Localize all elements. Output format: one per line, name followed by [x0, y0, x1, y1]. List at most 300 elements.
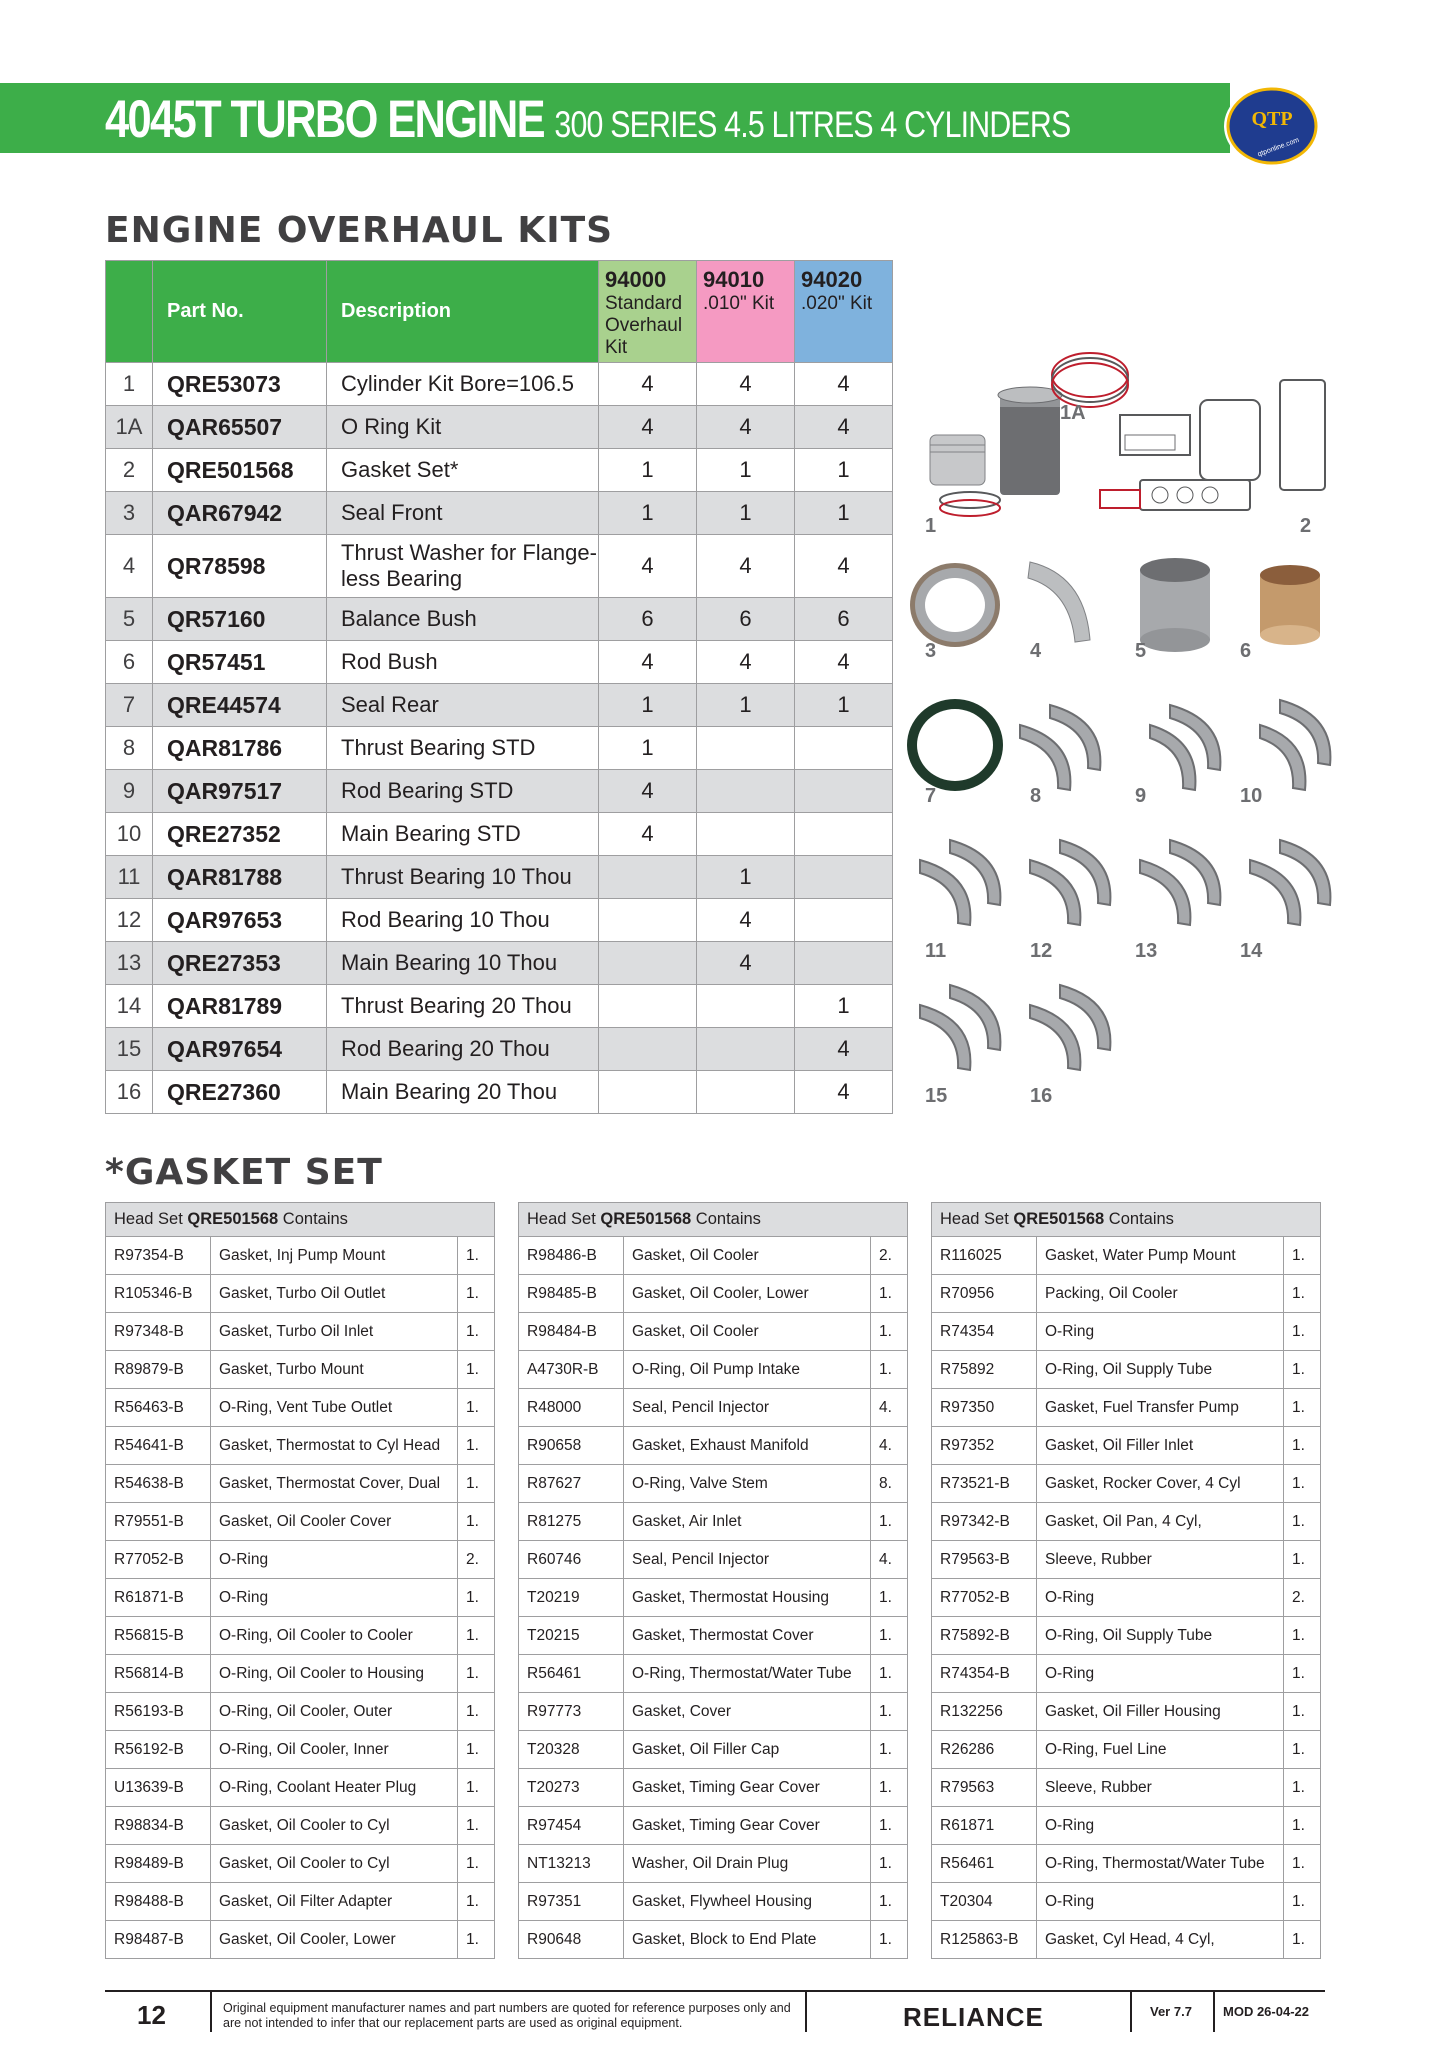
qty-94000 [599, 1028, 697, 1071]
part-label: 4 [1030, 640, 1042, 662]
gasket-table-header [519, 1203, 908, 1237]
table-row [106, 899, 893, 942]
gasket-description: Gasket, Flywheel Housing [624, 1883, 871, 1921]
table-row [106, 363, 893, 406]
part-label: 2 [1300, 515, 1312, 537]
part-label: 1 [925, 515, 937, 537]
gasket-qty: 8. [871, 1465, 908, 1503]
gasket-part-no: T20219 [519, 1579, 624, 1617]
gasket-part-no: R26286 [932, 1731, 1037, 1769]
gasket-qty: 1. [458, 1579, 495, 1617]
qty-94000 [599, 1071, 697, 1114]
gasket-description: Gasket, Timing Gear Cover [624, 1769, 871, 1807]
qty-94020: 4 [795, 641, 893, 684]
gasket-table-title [519, 1203, 908, 1237]
qty-94020: 4 [795, 1028, 893, 1071]
table-row [106, 985, 893, 1028]
row-number: 16 [106, 1071, 153, 1114]
gasket-part-no: R79563-B [932, 1541, 1037, 1579]
gasket-part-no: R97351 [519, 1883, 624, 1921]
part-number: QR57160 [153, 598, 327, 641]
table-row [519, 1617, 908, 1655]
qty-94000: 4 [599, 363, 697, 406]
gasket-description: Gasket, Oil Cooler, Lower [624, 1275, 871, 1313]
gasket-description: O-Ring [1037, 1313, 1284, 1351]
gasket-qty: 1. [1284, 1313, 1321, 1351]
gasket-part-no: R61871 [932, 1807, 1037, 1845]
row-number: 7 [106, 684, 153, 727]
gasket-qty: 1. [458, 1351, 495, 1389]
table-row [106, 1693, 495, 1731]
gasket-description: Gasket, Inj Pump Mount [211, 1237, 458, 1275]
gasket-description: Gasket, Oil Cooler Cover [211, 1503, 458, 1541]
qty-94000 [599, 856, 697, 899]
qty-94010 [697, 1028, 795, 1071]
table-row [932, 1655, 1321, 1693]
head-set-suffix: Contains [691, 1210, 761, 1228]
part-description: Rod Bearing STD [327, 770, 599, 813]
part-number: QAR97517 [153, 770, 327, 813]
gasket-description: O-Ring, Fuel Line [1037, 1731, 1284, 1769]
gasket-qty: 1. [458, 1503, 495, 1541]
part-label: 10 [1240, 785, 1263, 807]
gasket-qty: 1. [1284, 1769, 1321, 1807]
gasket-description: Gasket, Oil Cooler [624, 1237, 871, 1275]
gasket-part-no: R125863-B [932, 1921, 1037, 1959]
gasket-part-no: R70956 [932, 1275, 1037, 1313]
gasket-description: Gasket, Water Pump Mount [1037, 1237, 1284, 1275]
gasket-qty: 1. [458, 1237, 495, 1275]
gasket-description: O-Ring, Oil Cooler to Cooler [211, 1617, 458, 1655]
footer-version: Ver 7.7 [1150, 2004, 1192, 2019]
table-header-row [106, 261, 893, 363]
gasket-part-no: R77052-B [106, 1541, 211, 1579]
qty-94020: 4 [795, 535, 893, 598]
table-row [106, 1503, 495, 1541]
col-kit-94000 [599, 261, 697, 363]
row-number: 14 [106, 985, 153, 1028]
gasket-description: O-Ring, Oil Cooler to Housing [211, 1655, 458, 1693]
table-row [932, 1313, 1321, 1351]
engine-subtitle: 300 SERIES 4.5 LITRES 4 CYLINDERS [554, 104, 1071, 145]
gasket-qty: 1. [871, 1655, 908, 1693]
footer-mod-date: MOD 26-04-22 [1223, 2004, 1309, 2019]
qty-94010 [697, 727, 795, 770]
gasket-qty: 1. [1284, 1731, 1321, 1769]
qty-94020: 4 [795, 363, 893, 406]
kit-description: .020" Kit [801, 293, 873, 314]
gasket-part-no: R56193-B [106, 1693, 211, 1731]
qty-94020 [795, 856, 893, 899]
part-label: 15 [925, 1085, 948, 1107]
table-row [519, 1313, 908, 1351]
gasket-part-no: NT13213 [519, 1845, 624, 1883]
qty-94010: 1 [697, 449, 795, 492]
gasket-qty: 1. [458, 1313, 495, 1351]
gasket-description: Gasket, Thermostat Cover [624, 1617, 871, 1655]
row-number: 1 [106, 363, 153, 406]
table-row [106, 856, 893, 899]
gasket-description: O-Ring [211, 1541, 458, 1579]
table-row [106, 1427, 495, 1465]
table-row [106, 813, 893, 856]
qty-94010: 4 [697, 363, 795, 406]
table-row [519, 1807, 908, 1845]
table-row [106, 641, 893, 684]
qty-94000: 4 [599, 770, 697, 813]
gasket-part-no: R56461 [932, 1845, 1037, 1883]
gasket-description: Seal, Pencil Injector [624, 1389, 871, 1427]
row-number: 9 [106, 770, 153, 813]
table-row [932, 1237, 1321, 1275]
table-row [106, 1389, 495, 1427]
gasket-description: Gasket, Oil Pan, 4 Cyl, [1037, 1503, 1284, 1541]
gasket-qty: 1. [871, 1693, 908, 1731]
table-row [106, 1071, 893, 1114]
qty-94010: 4 [697, 899, 795, 942]
gasket-part-no: R79551-B [106, 1503, 211, 1541]
table-row [106, 1921, 495, 1959]
gasket-description: O-Ring, Oil Pump Intake [624, 1351, 871, 1389]
gasket-qty: 1. [871, 1351, 908, 1389]
table-row [519, 1389, 908, 1427]
gasket-qty: 4. [871, 1541, 908, 1579]
part-label: 11 [925, 940, 947, 962]
gasket-qty: 1. [458, 1769, 495, 1807]
gasket-qty: 2. [871, 1237, 908, 1275]
gasket-qty: 1. [458, 1655, 495, 1693]
qty-94000 [599, 985, 697, 1028]
table-row [106, 406, 893, 449]
gasket-part-no: T20273 [519, 1769, 624, 1807]
gasket-description: Seal, Pencil Injector [624, 1541, 871, 1579]
gasket-description: Gasket, Oil Filter Adapter [211, 1883, 458, 1921]
gasket-qty: 1. [871, 1769, 908, 1807]
table-row [932, 1427, 1321, 1465]
gasket-description: O-Ring, Oil Cooler, Inner [211, 1731, 458, 1769]
row-number: 6 [106, 641, 153, 684]
cylinder-kit-image [930, 387, 1062, 516]
qty-94000: 6 [599, 598, 697, 641]
row-number: 8 [106, 727, 153, 770]
gasket-part-no: R98486-B [519, 1237, 624, 1275]
part-description: Thrust Bearing 20 Thou [327, 985, 599, 1028]
gasket-description: Gasket, Timing Gear Cover [624, 1807, 871, 1845]
row-number: 10 [106, 813, 153, 856]
gasket-qty: 1. [1284, 1503, 1321, 1541]
part-description: Cylinder Kit Bore=106.5 [327, 363, 599, 406]
gasket-qty: 1. [1284, 1921, 1321, 1959]
part-description: Rod Bush [327, 641, 599, 684]
page-footer [105, 1990, 1325, 2040]
table-row [106, 1541, 495, 1579]
col-kit-94020 [795, 261, 893, 363]
table-row [519, 1465, 908, 1503]
head-set-suffix: Contains [278, 1210, 348, 1228]
gasket-part-no: R75892 [932, 1351, 1037, 1389]
part-number: QAR81788 [153, 856, 327, 899]
part-label: 13 [1135, 940, 1158, 962]
gasket-part-no: R105346-B [106, 1275, 211, 1313]
gasket-description: Gasket, Oil Cooler, Lower [211, 1921, 458, 1959]
gasket-set-image [1100, 380, 1325, 510]
table-row [106, 1769, 495, 1807]
qty-94010: 1 [697, 492, 795, 535]
gasket-qty: 1. [1284, 1465, 1321, 1503]
qty-94020 [795, 813, 893, 856]
gasket-description: Gasket, Turbo Mount [211, 1351, 458, 1389]
gasket-part-no: R98489-B [106, 1845, 211, 1883]
part-description: Seal Rear [327, 684, 599, 727]
part-label: 9 [1135, 785, 1147, 807]
gasket-description: O-Ring [1037, 1883, 1284, 1921]
table-row [519, 1541, 908, 1579]
row-number: 4 [106, 535, 153, 598]
part-number: QRE53073 [153, 363, 327, 406]
gasket-part-no: R90648 [519, 1921, 624, 1959]
gasket-description: O-Ring [211, 1579, 458, 1617]
table-row [932, 1845, 1321, 1883]
overhaul-kits-table [105, 260, 893, 1114]
qty-94020: 1 [795, 449, 893, 492]
part-description: Main Bearing STD [327, 813, 599, 856]
gasket-qty: 1. [1284, 1351, 1321, 1389]
table-row [106, 535, 893, 598]
gasket-part-no: R56192-B [106, 1731, 211, 1769]
footer-divider [210, 1992, 212, 2032]
gasket-part-no: R97352 [932, 1427, 1037, 1465]
head-set-prefix: Head Set [940, 1210, 1014, 1228]
part-description: Thrust Bearing STD [327, 727, 599, 770]
part-label: 6 [1240, 640, 1252, 662]
part-number: QR78598 [153, 535, 327, 598]
gasket-part-no: R56463-B [106, 1389, 211, 1427]
gasket-description: O-Ring, Oil Supply Tube [1037, 1617, 1284, 1655]
qty-94000: 4 [599, 813, 697, 856]
part-number: QR57451 [153, 641, 327, 684]
qty-94020: 6 [795, 598, 893, 641]
table-row [106, 1579, 495, 1617]
gasket-part-no: R61871-B [106, 1579, 211, 1617]
gasket-description: Sleeve, Rubber [1037, 1541, 1284, 1579]
table-row [106, 1351, 495, 1389]
seal-front-image [910, 563, 1000, 647]
rod-bush-image [1260, 565, 1320, 645]
table-row [106, 598, 893, 641]
table-row [519, 1579, 908, 1617]
logo-text: QTP [1251, 108, 1293, 130]
part-number: QRE501568 [153, 449, 327, 492]
part-number: QAR81789 [153, 985, 327, 1028]
row-number: 3 [106, 492, 153, 535]
gasket-table-2 [518, 1202, 908, 1959]
gasket-qty: 1. [1284, 1389, 1321, 1427]
gasket-part-no: R98484-B [519, 1313, 624, 1351]
table-row [519, 1693, 908, 1731]
row-number: 11 [106, 856, 153, 899]
table-row [106, 1883, 495, 1921]
kit-description: .010" Kit [703, 293, 775, 314]
gasket-table-header [106, 1203, 495, 1237]
page-title [105, 89, 1070, 150]
part-number: QAR81786 [153, 727, 327, 770]
gasket-part-no: R81275 [519, 1503, 624, 1541]
col-number [106, 261, 153, 363]
table-row [932, 1503, 1321, 1541]
row-number: 15 [106, 1028, 153, 1071]
header-banner [0, 83, 1230, 153]
qty-94010 [697, 985, 795, 1028]
gasket-description: Gasket, Oil Filler Inlet [1037, 1427, 1284, 1465]
part-label: 14 [1240, 940, 1263, 962]
gasket-description: Gasket, Block to End Plate [624, 1921, 871, 1959]
part-label: 12 [1030, 940, 1053, 962]
kit-number: 94020 [801, 267, 863, 292]
gasket-part-no: R116025 [932, 1237, 1037, 1275]
gasket-qty: 1. [1284, 1541, 1321, 1579]
head-set-part: QRE501568 [1013, 1210, 1105, 1228]
gasket-description: O-Ring [1037, 1655, 1284, 1693]
gasket-part-no: R97348-B [106, 1313, 211, 1351]
gasket-description: Gasket, Oil Cooler to Cyl [211, 1807, 458, 1845]
part-description: Rod Bearing 20 Thou [327, 1028, 599, 1071]
qty-94000: 4 [599, 535, 697, 598]
qty-94020: 4 [795, 406, 893, 449]
qty-94010 [697, 813, 795, 856]
table-row [106, 770, 893, 813]
qty-94000 [599, 899, 697, 942]
table-row [932, 1883, 1321, 1921]
gasket-table-title [106, 1203, 495, 1237]
table-row [932, 1693, 1321, 1731]
gasket-qty: 1. [1284, 1883, 1321, 1921]
part-number: QRE44574 [153, 684, 327, 727]
gasket-description: Gasket, Cyl Head, 4 Cyl, [1037, 1921, 1284, 1959]
gasket-part-no: R97354-B [106, 1237, 211, 1275]
gasket-part-no: R54641-B [106, 1427, 211, 1465]
qty-94020: 4 [795, 1071, 893, 1114]
table-row [519, 1921, 908, 1959]
gasket-qty: 4. [871, 1427, 908, 1465]
gasket-description: Gasket, Oil Filler Housing [1037, 1693, 1284, 1731]
gasket-description: Gasket, Turbo Oil Outlet [211, 1275, 458, 1313]
gasket-part-no: R97350 [932, 1389, 1037, 1427]
qty-94010: 4 [697, 535, 795, 598]
part-number: QRE27353 [153, 942, 327, 985]
gasket-part-no: R56814-B [106, 1655, 211, 1693]
gasket-description: Gasket, Oil Cooler [624, 1313, 871, 1351]
gasket-part-no: R54638-B [106, 1465, 211, 1503]
head-set-part: QRE501568 [187, 1210, 279, 1228]
footer-divider [805, 1992, 807, 2032]
qtp-logo [1219, 83, 1325, 169]
gasket-description: O-Ring [1037, 1579, 1284, 1617]
qty-94020: 1 [795, 684, 893, 727]
gasket-part-no: R75892-B [932, 1617, 1037, 1655]
table-row [932, 1579, 1321, 1617]
gasket-qty: 1. [1284, 1275, 1321, 1313]
parts-drawing [900, 340, 1350, 1120]
table-row [932, 1807, 1321, 1845]
gasket-description: Gasket, Thermostat Housing [624, 1579, 871, 1617]
table-row [106, 1275, 495, 1313]
table-row [519, 1351, 908, 1389]
thrust-washer-image [1028, 562, 1090, 642]
head-set-prefix: Head Set [527, 1210, 601, 1228]
gasket-description: O-Ring, Valve Stem [624, 1465, 871, 1503]
row-number: 2 [106, 449, 153, 492]
gasket-qty: 1. [1284, 1693, 1321, 1731]
row-number: 5 [106, 598, 153, 641]
part-label: 7 [925, 785, 937, 807]
gasket-description: Gasket, Thermostat Cover, Dual [211, 1465, 458, 1503]
qty-94000: 1 [599, 684, 697, 727]
part-description: Thrust Bearing 10 Thou [327, 856, 599, 899]
qty-94000: 1 [599, 449, 697, 492]
qty-94020 [795, 899, 893, 942]
gasket-part-no: R73521-B [932, 1465, 1037, 1503]
qty-94020 [795, 770, 893, 813]
table-row [932, 1465, 1321, 1503]
footer-brand: RELIANCE [903, 2002, 1044, 2032]
row-number: 12 [106, 899, 153, 942]
table-row [932, 1541, 1321, 1579]
gasket-description: O-Ring, Vent Tube Outlet [211, 1389, 458, 1427]
qty-94020: 1 [795, 985, 893, 1028]
gasket-part-no: R56461 [519, 1655, 624, 1693]
gasket-part-no: R48000 [519, 1389, 624, 1427]
gasket-table-3 [931, 1202, 1321, 1959]
part-description: O Ring Kit [327, 406, 599, 449]
gasket-part-no: R79563 [932, 1769, 1037, 1807]
gasket-part-no: A4730R-B [519, 1351, 624, 1389]
table-row [106, 1845, 495, 1883]
part-number: QRE27360 [153, 1071, 327, 1114]
gasket-description: Gasket, Turbo Oil Inlet [211, 1313, 458, 1351]
parts-illustrations [900, 340, 1350, 1120]
footer-disclaimer: Original equipment manufacturer names and part numbers are quoted for reference purposes only and are not intended to infer that our replacement parts are used as original equipment. [223, 2001, 791, 2030]
part-number: QAR97654 [153, 1028, 327, 1071]
table-row [106, 727, 893, 770]
kit-number: 94000 [605, 267, 667, 292]
qty-94010: 1 [697, 684, 795, 727]
gasket-part-no: T20215 [519, 1617, 624, 1655]
table-row [932, 1389, 1321, 1427]
part-description: Seal Front [327, 492, 599, 535]
qty-94020 [795, 942, 893, 985]
gasket-qty: 1. [458, 1275, 495, 1313]
gasket-description: Gasket, Fuel Transfer Pump [1037, 1389, 1284, 1427]
gasket-description: Gasket, Thermostat to Cyl Head [211, 1427, 458, 1465]
table-row [932, 1275, 1321, 1313]
gasket-description: Gasket, Rocker Cover, 4 Cyl [1037, 1465, 1284, 1503]
gasket-qty: 1. [458, 1921, 495, 1959]
col-kit-94010 [697, 261, 795, 363]
gasket-part-no: R98834-B [106, 1807, 211, 1845]
qty-94010: 1 [697, 856, 795, 899]
table-row [519, 1769, 908, 1807]
part-label: 3 [925, 640, 937, 662]
gasket-part-no: R74354 [932, 1313, 1037, 1351]
table-row [106, 1465, 495, 1503]
gasket-part-no: R56815-B [106, 1617, 211, 1655]
page-number: 12 [137, 2000, 166, 2030]
head-set-part: QRE501568 [600, 1210, 692, 1228]
gasket-qty: 1. [871, 1617, 908, 1655]
part-number: QAR67942 [153, 492, 327, 535]
gasket-qty: 1. [458, 1427, 495, 1465]
part-description: Main Bearing 20 Thou [327, 1071, 599, 1114]
